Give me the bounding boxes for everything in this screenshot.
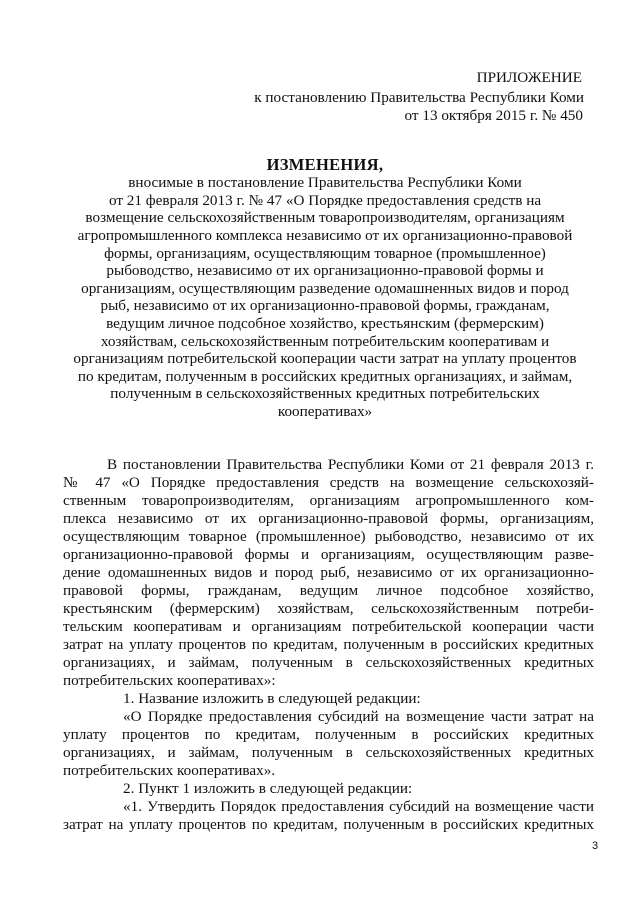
title-line: полученным в сельскохозяйственных кредитных потребительских: [110, 385, 540, 402]
title-line: по кредитам, полученным в российских кредитных организациях, и займам,: [77, 368, 573, 385]
title-line: организациям потребительской кооперации части затрат на уплату процентов: [73, 350, 577, 367]
body-line: организационно-правовой формы и организациям, осуществляющим разве-: [63, 546, 594, 563]
appendix-label: ПРИЛОЖЕНИЕ: [476, 69, 582, 86]
title-line: кооперативах»: [277, 403, 373, 420]
item2-heading: 2. Пункт 1 изложить в следующей редакции:: [123, 780, 413, 797]
item1-heading: 1. Название изложить в следующей редакции:: [123, 690, 421, 707]
body-line: плекса независимо от их организационно-правовой формы, организациям,: [63, 510, 594, 527]
body-line: уплату процентов по кредитам, полученным в российских кредитных: [63, 726, 594, 743]
title-line: хозяйствам, сельскохозяйственным потребительским кооперативам и: [100, 333, 550, 350]
appendix-resolution: к постановлению Правительства Республики Коми: [254, 89, 584, 106]
body-line: правовой формы, гражданам, ведущим личное подсобное хозяйство,: [63, 582, 594, 599]
page-number: 3: [592, 840, 599, 852]
body-line: тельским кооперативам и организациям потребительской кооперации части: [63, 618, 594, 635]
title-line: рыб, независимо от их организационно-правовой формы, гражданам,: [100, 297, 550, 314]
body-line: дение одомашненных видов и пород рыб, независимо от их организационно-: [63, 564, 594, 581]
body-line: затрат на уплату процентов по кредитам, полученным в российских кредитных: [63, 636, 594, 653]
appendix-date: от 13 октября 2015 г. № 450: [404, 107, 583, 124]
body-line: осуществляющим товарное (промышленное) рыбоводство, независимо от их: [63, 528, 594, 545]
body-line: В постановлении Правительства Республики Коми от 21 февраля 2013 г.: [107, 456, 594, 473]
body-line: затрат на уплату процентов по кредитам, полученным в российских кредитных: [63, 816, 594, 833]
body-line: «1. Утвердить Порядок предоставления субсидий на возмещение части: [123, 798, 594, 815]
title-line: от 21 февраля 2013 г. № 47 «О Порядке предоставления средств на: [108, 192, 542, 209]
body-line: крестьянским (фермерским) хозяйствам, сельскохозяйственным потреби-: [63, 600, 594, 617]
body-line: «О Порядке предоставления субсидий на возмещение части затрат на: [123, 708, 594, 725]
title-line: агропромышленного комплекса независимо от их организационно-правовой: [77, 227, 573, 244]
title-line: ведущим личное подсобное хозяйство, крестьянским (фермерским): [106, 315, 544, 332]
title-line: рыбоводство, независимо от их организационно-правовой формы и: [106, 262, 544, 279]
document-title: ИЗМЕНЕНИЯ,: [266, 156, 384, 174]
title-line: формы, организациям, осуществляющим товарное (промышленное): [104, 245, 546, 262]
body-line: потребительских кооперативах».: [63, 762, 276, 779]
body-line: организациях, и займам, полученным в сельскохозяйственных кредитных: [63, 654, 594, 671]
title-line: вносимые в постановление Правительства Республики Коми: [128, 174, 522, 191]
body-line: организациях, и займам, полученным в сельскохозяйственных кредитных: [63, 744, 594, 761]
title-line: организациям, осуществляющим разведение одомашненных видов и пород: [81, 280, 569, 297]
body-line: потребительских кооперативах»:: [63, 672, 276, 689]
title-line: возмещение сельскохозяйственным товаропроизводителям, организациям: [85, 209, 565, 226]
body-line: № 47 «О Порядке предоставления средств на возмещение сельскохозяй-: [63, 474, 594, 491]
body-line: ственным товаропроизводителям, организациям агропромышленного ком-: [63, 492, 594, 509]
